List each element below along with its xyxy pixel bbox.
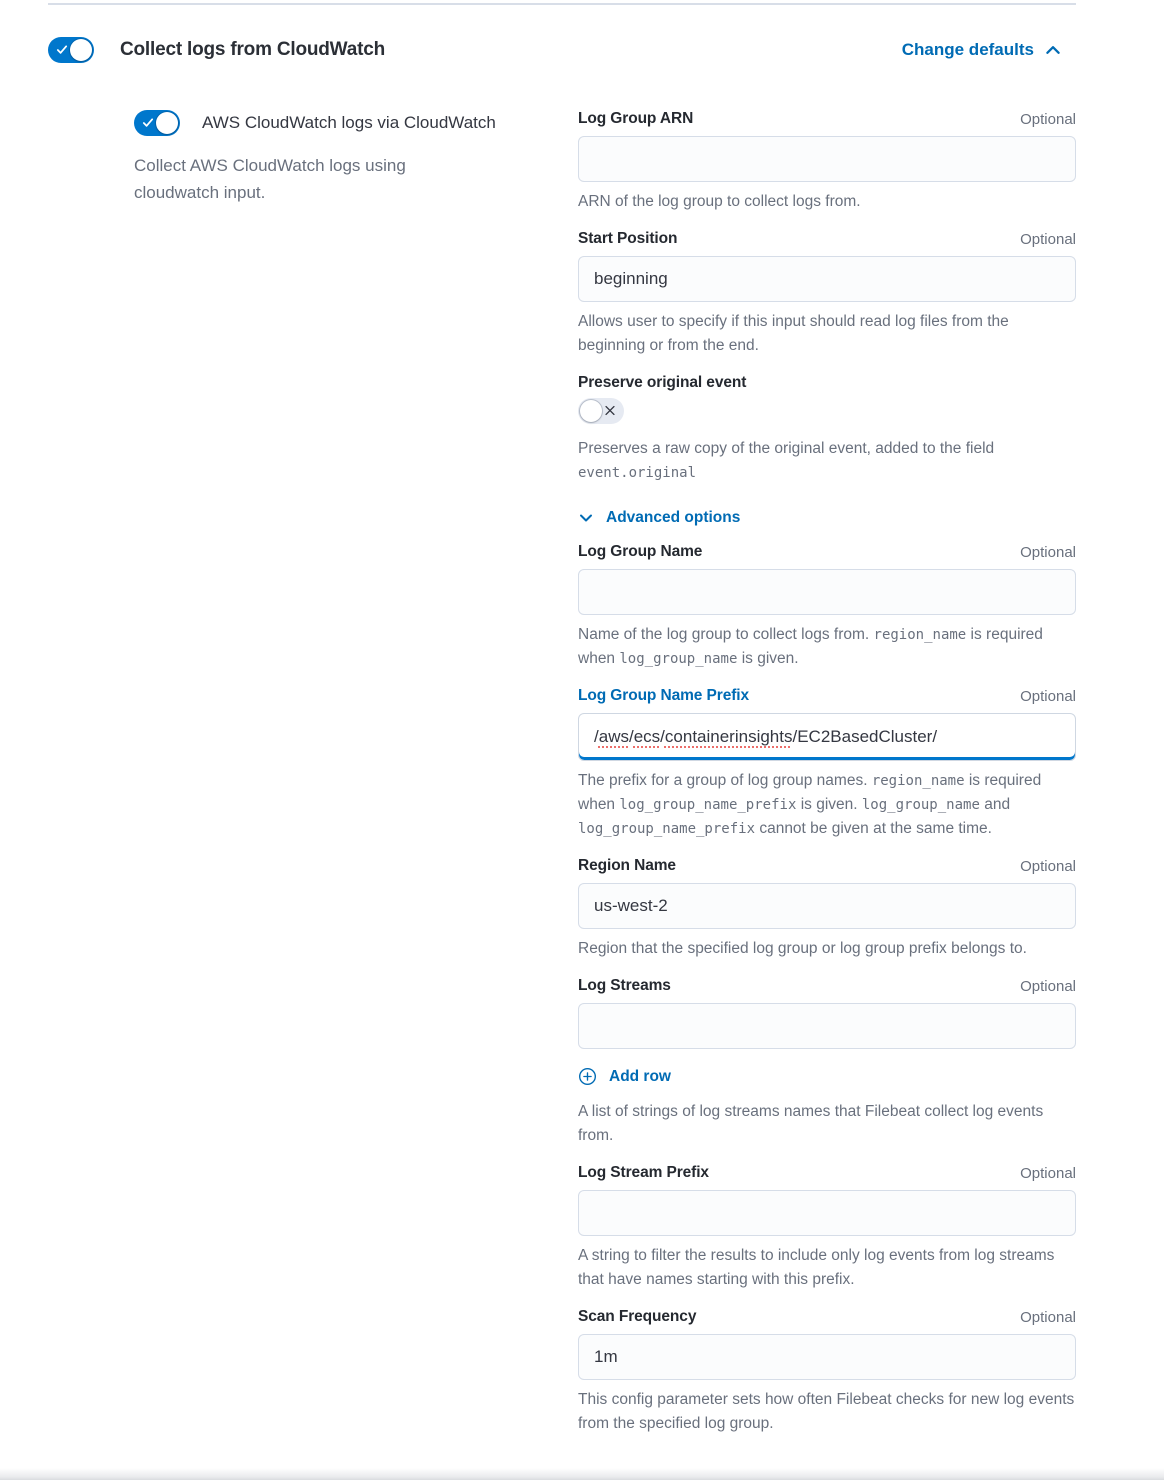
field-preserve-original-event	[578, 374, 1076, 485]
stream-column	[48, 110, 578, 1436]
add-row-label: Add row	[609, 1067, 671, 1085]
collect-logs-toggle[interactable]	[48, 37, 94, 63]
optional-badge: Optional	[1020, 687, 1076, 705]
change-defaults-button[interactable]	[902, 40, 1076, 60]
add-row-button[interactable]	[578, 1067, 1076, 1086]
bottom-scroll-shadow	[0, 1468, 1164, 1480]
chevron-down-icon	[578, 510, 594, 526]
field-help: A list of strings of log streams names that Filebeat collect log events from.	[578, 1103, 1044, 1144]
optional-badge: Optional	[1020, 543, 1076, 561]
field-label: Log Group ARN	[578, 110, 694, 127]
log-streams-input[interactable]	[578, 1003, 1076, 1049]
field-start-position	[578, 230, 1076, 358]
field-scan-frequency	[578, 1308, 1076, 1436]
toggle-thumb	[580, 400, 602, 422]
advanced-options-toggle[interactable]	[578, 509, 1076, 527]
field-help: Allows user to specify if this input should read log files from the beginning or from the end.	[578, 313, 1009, 354]
field-log-group-arn	[578, 110, 1076, 214]
optional-badge: Optional	[1020, 1308, 1076, 1326]
section-header	[48, 37, 1076, 63]
optional-badge: Optional	[1020, 110, 1076, 128]
field-log-streams	[578, 977, 1076, 1148]
log-stream-prefix-input[interactable]	[578, 1190, 1076, 1236]
field-log-group-name-prefix	[578, 687, 1076, 841]
log-group-arn-input[interactable]	[578, 136, 1076, 182]
field-label: Scan Frequency	[578, 1308, 697, 1325]
field-help: ARN of the log group to collect logs from.	[578, 193, 861, 210]
form-column	[578, 110, 1076, 1436]
optional-badge: Optional	[1020, 230, 1076, 248]
stream-description: Collect AWS CloudWatch logs using cloudwatch input.	[134, 156, 406, 202]
field-region-name	[578, 857, 1076, 961]
field-help: Name of the log group to collect logs from. region_name is required when log_group_name is given.	[578, 626, 1043, 667]
optional-badge: Optional	[1020, 857, 1076, 875]
optional-badge: Optional	[1020, 977, 1076, 995]
change-defaults-label: Change defaults	[901, 40, 1034, 59]
field-log-stream-prefix	[578, 1164, 1076, 1292]
toggle-thumb	[70, 39, 92, 61]
preserve-original-event-toggle[interactable]	[578, 398, 624, 424]
field-log-group-name	[578, 543, 1076, 671]
advanced-options-label: Advanced options	[606, 509, 741, 526]
stream-settings-row	[48, 110, 1076, 1436]
field-help: A string to filter the results to include only log events from log streams that have names starting with this prefix.	[578, 1247, 1055, 1288]
section-divider	[48, 3, 1076, 5]
field-help: Preserves a raw copy of the original event, added to the field event.original	[578, 440, 995, 481]
field-label: Log Stream Prefix	[578, 1164, 709, 1181]
field-label: Preserve original event	[578, 374, 747, 391]
field-label: Log Group Name	[578, 543, 703, 560]
cross-icon	[603, 403, 617, 418]
toggle-thumb	[156, 112, 178, 134]
region-name-input[interactable]	[578, 883, 1076, 929]
check-icon	[55, 42, 69, 57]
check-icon	[141, 115, 155, 130]
start-position-input[interactable]	[578, 256, 1076, 302]
field-label: Log Group Name Prefix	[578, 687, 750, 704]
field-help: Region that the specified log group or log group prefix belongs to.	[578, 940, 1027, 957]
section-title: Collect logs from CloudWatch	[120, 39, 385, 60]
chevron-up-icon	[1044, 41, 1062, 59]
field-help: This config parameter sets how often Filebeat checks for new log events from the specified log group.	[578, 1391, 1075, 1432]
field-label: Start Position	[578, 230, 678, 247]
field-label: Log Streams	[578, 977, 671, 994]
scan-frequency-input[interactable]	[578, 1334, 1076, 1380]
field-label: Region Name	[578, 857, 676, 874]
log-group-name-prefix-input[interactable]: /aws/ecs/containerinsights/EC2BasedCluster/	[578, 713, 1076, 761]
plus-in-circle-icon	[578, 1067, 597, 1086]
stream-toggle[interactable]	[134, 110, 180, 136]
optional-badge: Optional	[1020, 1164, 1076, 1182]
log-group-name-input[interactable]	[578, 569, 1076, 615]
field-help: The prefix for a group of log group names. region_name is required when log_group_name_prefix is given. log_group_name and log_group_name_prefix cannot be given at the same time.	[578, 772, 1042, 837]
stream-title: AWS CloudWatch logs via CloudWatch	[202, 113, 496, 132]
